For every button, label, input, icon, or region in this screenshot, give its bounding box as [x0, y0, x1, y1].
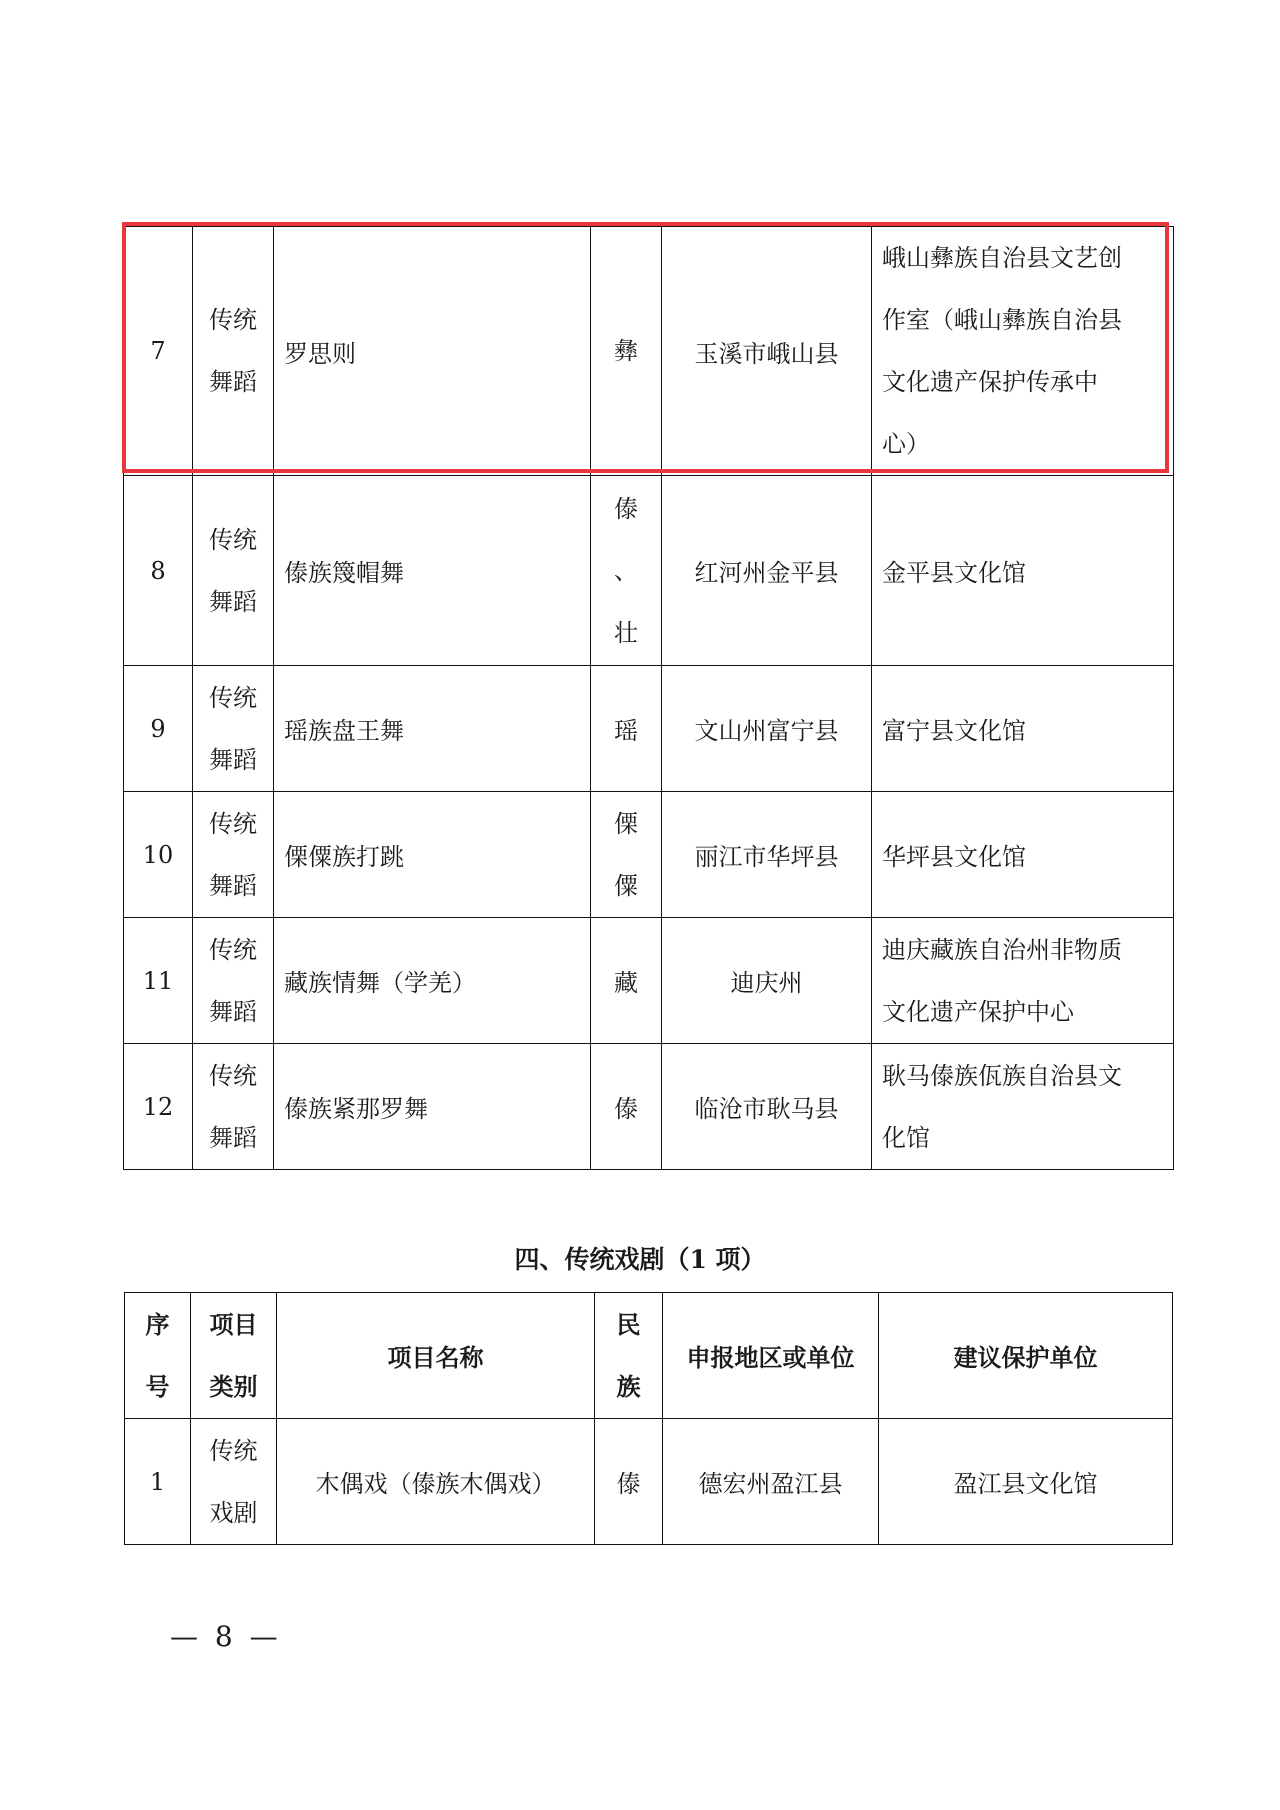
- row-region: 丽江市华坪县: [662, 792, 872, 918]
- table-header-row: [125, 1293, 1173, 1419]
- table-traditional-drama: [124, 1292, 1173, 1545]
- row-ethnic: 彝: [591, 227, 662, 476]
- row-category: 传统 舞蹈: [193, 918, 274, 1044]
- row-protection-unit: 富宁县文化馆: [872, 666, 1174, 792]
- row-category: 传统 戏剧: [191, 1419, 277, 1545]
- row-protection-unit: 耿马傣族佤族自治县文 化馆: [872, 1044, 1174, 1170]
- header-ethnic: 民 族: [595, 1293, 663, 1419]
- row-ethnic: 傣 、 壮: [591, 476, 662, 666]
- row-region: 红河州金平县: [662, 476, 872, 666]
- row-category: 传统 舞蹈: [193, 476, 274, 666]
- row-number: 12: [124, 1044, 193, 1170]
- row-number: 8: [124, 476, 193, 666]
- row-protection-unit: 迪庆藏族自治州非物质 文化遗产保护中心: [872, 918, 1174, 1044]
- row-number: 10: [124, 792, 193, 918]
- row-project-name: 藏族情舞（学羌）: [274, 918, 591, 1044]
- row-number: 9: [124, 666, 193, 792]
- row-protection-unit: 华坪县文化馆: [872, 792, 1174, 918]
- table-row: [124, 476, 1174, 666]
- row-category: 传统 舞蹈: [193, 227, 274, 476]
- row-number: 11: [124, 918, 193, 1044]
- row-project-name: 傣族篾帽舞: [274, 476, 591, 666]
- header-protection-unit: 建议保护单位: [879, 1293, 1173, 1419]
- row-region: 德宏州盈江县: [663, 1419, 879, 1545]
- row-ethnic: 藏: [591, 918, 662, 1044]
- row-number: 7: [124, 227, 193, 476]
- row-project-name: 罗思则: [274, 227, 591, 476]
- row-ethnic: 傈 僳: [591, 792, 662, 918]
- row-ethnic: 瑶: [591, 666, 662, 792]
- table-row: [124, 792, 1174, 918]
- row-ethnic: 傣: [595, 1419, 663, 1545]
- row-project-name: 瑶族盘王舞: [274, 666, 591, 792]
- row-ethnic: 傣: [591, 1044, 662, 1170]
- row-region: 文山州富宁县: [662, 666, 872, 792]
- table-row: [124, 1044, 1174, 1170]
- section-title: 四、传统戏剧（1 项）: [514, 1245, 766, 1274]
- row-project-name: 傈僳族打跳: [274, 792, 591, 918]
- row-project-name: 木偶戏（傣族木偶戏）: [277, 1419, 595, 1545]
- header-region: 申报地区或单位: [663, 1293, 879, 1419]
- header-category: 项目 类别: [191, 1293, 277, 1419]
- row-project-name: 傣族紧那罗舞: [274, 1044, 591, 1170]
- table-row: [125, 1419, 1173, 1545]
- row-number: 1: [125, 1419, 191, 1545]
- header-number: 序 号: [125, 1293, 191, 1419]
- header-project-name: 项目名称: [277, 1293, 595, 1419]
- row-region: 玉溪市峨山县: [662, 227, 872, 476]
- table-row: [124, 227, 1174, 476]
- page-number: — 8 —: [170, 1620, 282, 1653]
- table-row: [124, 666, 1174, 792]
- row-protection-unit: 盈江县文化馆: [879, 1419, 1173, 1545]
- row-region: 临沧市耿马县: [662, 1044, 872, 1170]
- row-protection-unit: 金平县文化馆: [872, 476, 1174, 666]
- table-traditional-dance: [123, 226, 1174, 1170]
- table-row: [124, 918, 1174, 1044]
- row-protection-unit: 峨山彝族自治县文艺创 作室（峨山彝族自治县 文化遗产保护传承中 心）: [872, 227, 1174, 476]
- row-category: 传统 舞蹈: [193, 1044, 274, 1170]
- row-category: 传统 舞蹈: [193, 792, 274, 918]
- row-region: 迪庆州: [662, 918, 872, 1044]
- row-category: 传统 舞蹈: [193, 666, 274, 792]
